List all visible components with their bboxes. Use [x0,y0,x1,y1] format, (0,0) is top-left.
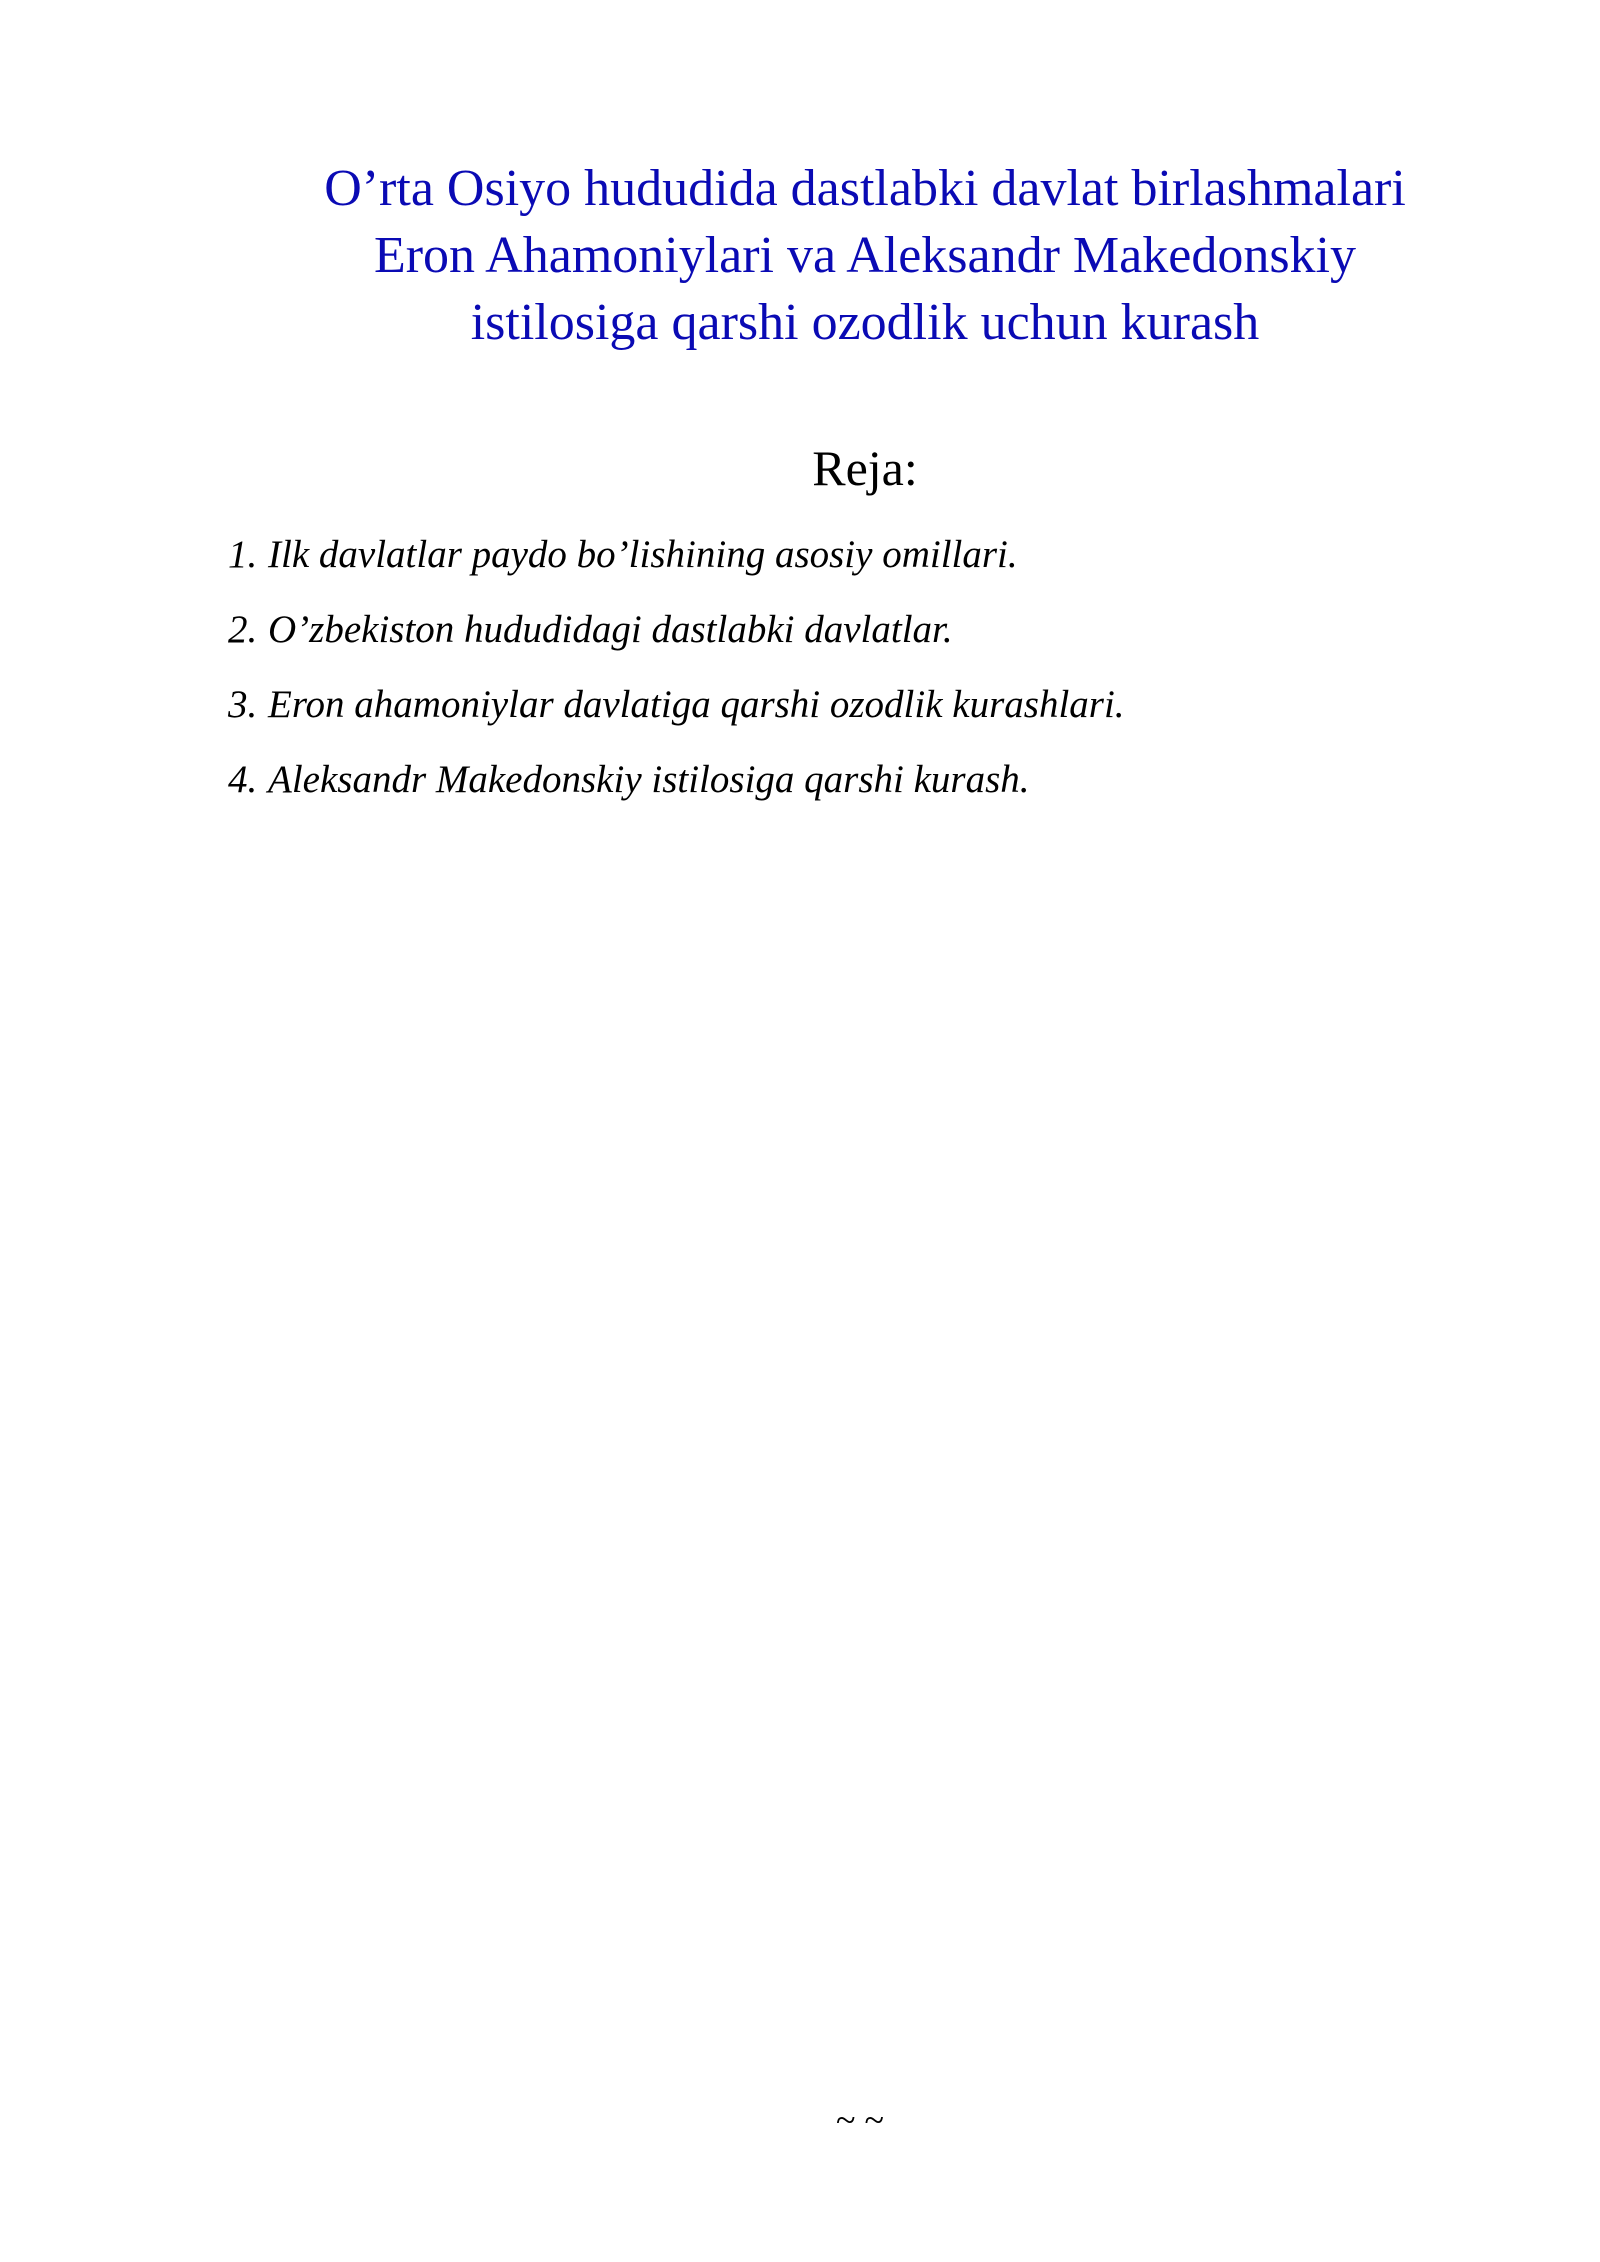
plan-item-text: O’zbekiston hududidagi dastlabki davlatlar. [268,608,953,651]
plan-item [228,605,1125,655]
plan-heading: Reja: [812,440,918,496]
plan-list [228,530,1125,830]
plan-item-number: 3. [228,683,258,726]
plan-item-number: 1. [228,533,258,576]
document-title [230,155,1500,356]
title-line-1: O’rta Osiyo hududida dastlabki davlat birlashmalari [324,160,1406,217]
plan-item [228,530,1125,580]
plan-item [228,755,1125,805]
plan-item-number: 4. [228,758,258,801]
page-footer: ~ ~ [836,2100,884,2140]
plan-item [228,680,1125,730]
title-line-3: istilosiga qarshi ozodlik uchun kurash [470,294,1260,351]
plan-item-text: Aleksandr Makedonskiy istilosiga qarshi kurash. [268,758,1030,801]
plan-item-number: 2. [228,608,258,651]
title-line-2: Eron Ahamoniylari va Aleksandr Makedonskiy [373,227,1357,284]
plan-item-text: Eron ahamoniylar davlatiga qarshi ozodlik kurashlari. [268,683,1125,726]
plan-item-text: Ilk davlatlar paydo bo’lishining asosiy omillari. [268,533,1018,576]
